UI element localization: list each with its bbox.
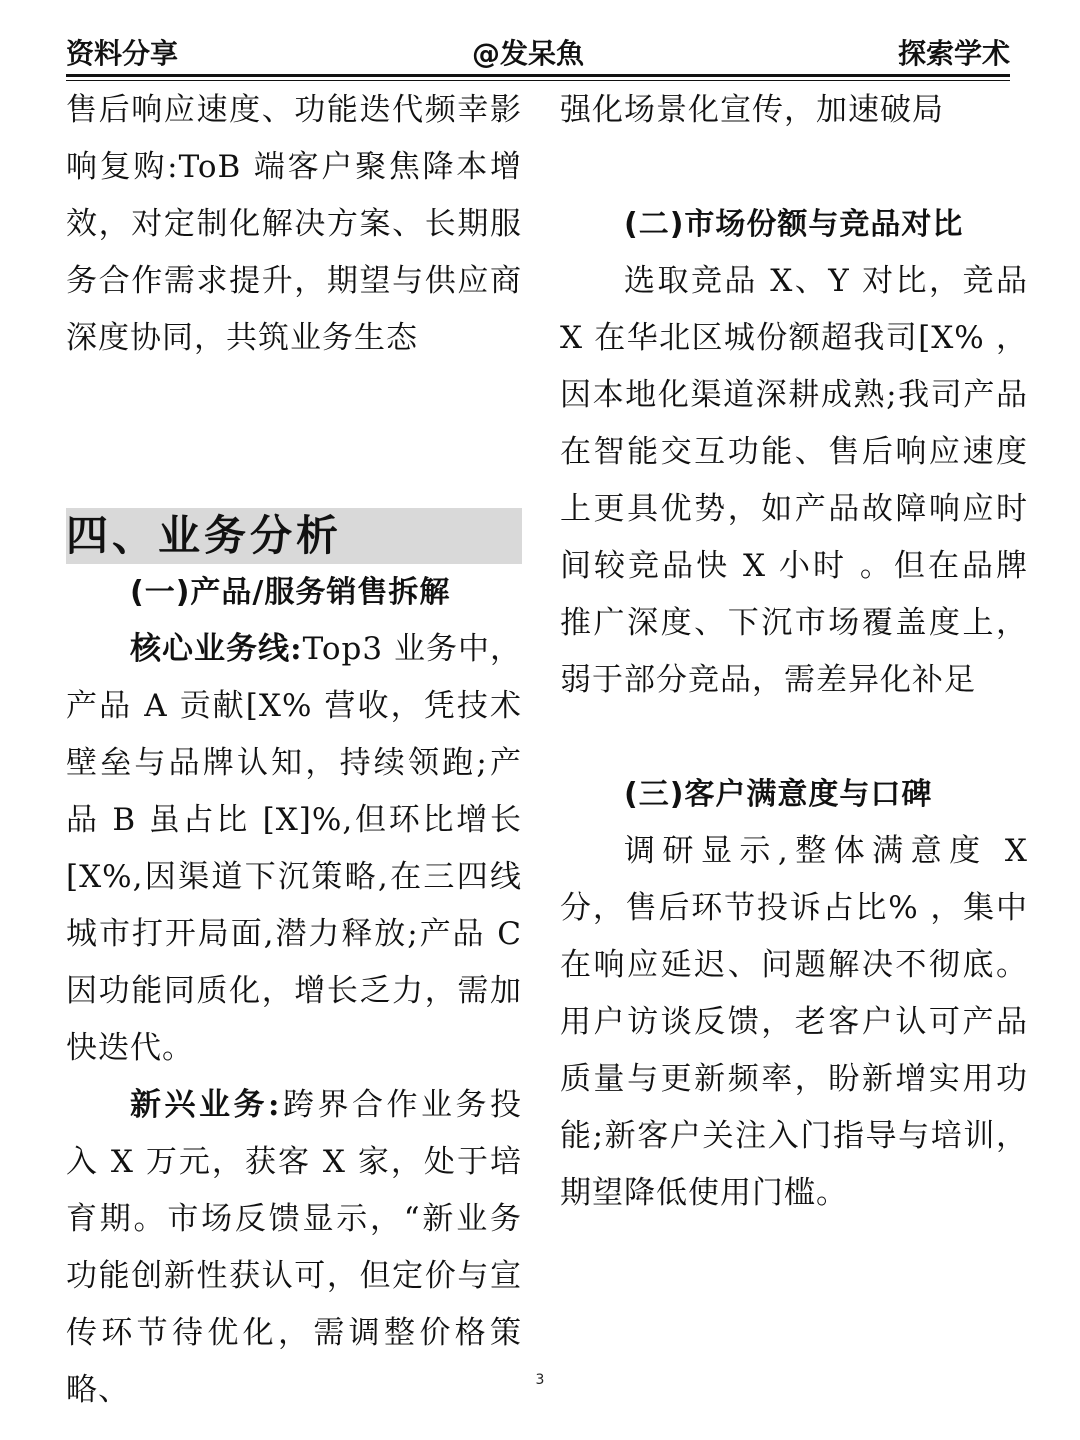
spacer [560, 139, 1028, 196]
left-column [66, 82, 522, 1419]
subheading-satisfaction: (三)客户满意度与口碑 [624, 777, 933, 812]
competitor-paragraph: 选取竞品 X、Y 对比，竞品 X 在华北区城份额超我司[X% ，因本地化渠道深耕成熟;我司产品在智能交互功能、售后响应速度上更具优势，如产品故障响应时间较竞品快 X 小时 。但在品牌推广深度、下沉市场覆盖度上，弱于部分竞品，需差异化补足 [560, 263, 1028, 698]
core-business-label: 核心业务线: [130, 631, 303, 667]
header-rule-thick [66, 74, 1010, 77]
right-column [560, 82, 1028, 1222]
subheading-product-sales: (一)产品/服务销售拆解 [130, 575, 451, 610]
spacer [66, 481, 522, 508]
subheading-market-share: (二)市场份额与竞品对比 [624, 207, 964, 242]
emerging-business-text: 跨界合作业务投入 X 万元，获客 X 家，处于培育期。市场反馈显示，“新业务功能创新性获认可，但定价与宣传环节待优化，需调整价格策略、 [66, 1087, 522, 1408]
core-business-text: Top3 业务中，产品 A 贡献[X% 营收，凭技术壁垒与品牌认知，持续领跑;产品 B 虽占比 [X]%,但环比增长[X%,因渠道下沉策略,在三四线城市打开局面,潜力释放;产品 C 因功能同质化，增长乏力，需加快迭代。 [66, 631, 523, 1066]
header-left-label: 资料分享 [66, 37, 179, 70]
header-author-label: @发呆魚 [472, 37, 585, 70]
page-number: 3 [535, 1372, 545, 1388]
spacer [66, 367, 522, 481]
continuation-paragraph: 强化场景化宣传，加速破局 [560, 92, 944, 128]
page-header [66, 34, 1010, 74]
emerging-business-label: 新兴业务: [130, 1087, 281, 1123]
satisfaction-paragraph: 调研显示,整体满意度 X 分，售后环节投诉占比% ，集中在响应延迟、问题解决不彻底。用户访谈反馈，老客户认可产品质量与更新频率，盼新增实用功能;新客户关注入门指导与培训，期望降低使用门槛。 [560, 833, 1028, 1211]
spacer [560, 709, 1028, 766]
emerging-business-paragraph [66, 1077, 522, 1419]
section-title: 四、业务分析 [66, 508, 522, 564]
intro-paragraph: 售后响应速度、功能迭代频幸影响复购:ToB 端客户聚焦降本增效，对定制化解决方案、长期服务合作需求提升，期望与供应商深度协同，共筑业务生态 [66, 92, 522, 356]
core-business-paragraph [66, 621, 522, 1077]
header-right-label: 探索学术 [897, 37, 1010, 70]
header-rule-thin [66, 80, 1010, 81]
